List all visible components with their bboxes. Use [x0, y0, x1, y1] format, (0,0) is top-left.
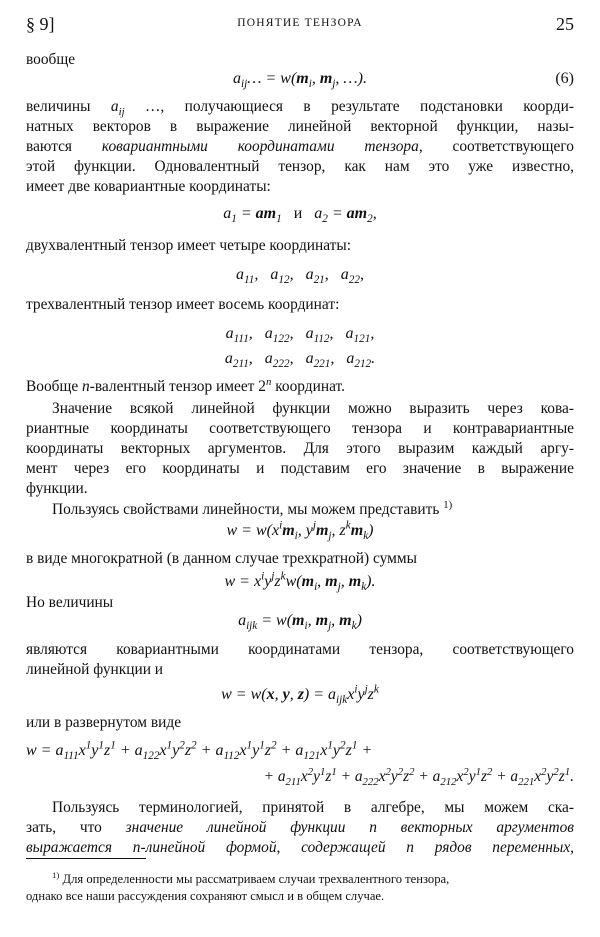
text-line: ваются ковариантными координатами тензора, соответствующего — [26, 138, 574, 155]
footnote-ref: 1) — [443, 498, 453, 511]
equation-one-valent: $a_1 = am_1$ и $a_2 = am_2$, — [223, 205, 377, 226]
text-line: выражается n-линейной формой, содержащей n рядов переменных, — [26, 839, 574, 856]
text-line: вообще — [26, 51, 76, 68]
footnote-line: однако все наши рассуждения сохраняют смысл и в общем случае. — [26, 889, 385, 903]
text-line: Но величины — [26, 594, 114, 611]
equation-three-valent-row2: $a_{211}$, $a_{222}$, $a_{221}$, $a_{212}$. — [224, 350, 376, 371]
text-line: являются ковариантными координатами тензора, соответствующего — [26, 641, 574, 658]
text-line: функции. — [26, 480, 88, 497]
equation-expanded-row1: $w = a_{111}x^1y^1z^1 + a_{122}x^1y^2z^2 + a_{112}x^1y^1z^2 + a_{121}x^1y^2z^1$ + — [26, 739, 373, 763]
text-line: Вообще n-валентный тензор имеет 2$^n$ координат. — [26, 375, 345, 395]
text-line: линейной функции и — [26, 661, 164, 678]
italic-term: значение линейной функции n векторных аргументов — [125, 819, 574, 836]
equation-expanded-row2: + $a_{211}x^2y^1z^1 + a_{222}x^2y^2z^2 + a_{212}x^2y^1z^2 + a_{221}x^2y^2z^1$. — [263, 765, 574, 789]
text-line: имеет две ковариантные координаты: — [26, 178, 271, 195]
page-number: 25 — [556, 14, 574, 34]
text-line: Пользуясь терминологией, принятой в алгебре, мы можем ска- — [52, 799, 574, 816]
text-line: Пользуясь свойствами линейности, мы можем представить $^{1)}$ — [52, 498, 453, 518]
section-mark: § 9] — [26, 14, 55, 34]
text-line: или в развернутом виде — [26, 714, 182, 731]
footnote-rule — [26, 858, 146, 859]
text-line: натных векторов в выражение линейной векторной функции, назы- — [26, 118, 574, 135]
text-line: риантные координаты соответствующего тензора и контравариантные — [26, 420, 574, 437]
text-line: Значение всякой линейной функции можно выразить через кова- — [52, 400, 574, 417]
running-title: ПОНЯТИЕ ТЕНЗОРА — [237, 17, 363, 29]
equation-w-expand: $w = w(x^im_i$, $y^jm_j$, $z^km_k$) — [226, 519, 374, 543]
text-line: зать, что значение линейной функции n векторных аргументов — [26, 819, 574, 836]
equation-three-valent-row1: $a_{111}$, $a_{122}$, $a_{112}$, $a_{121}$, — [225, 325, 375, 346]
text-line: величины $a_{ij}$ …, получающиеся в результате подстановки коорди- — [26, 98, 574, 119]
equation-w-sum: $w = x^iy^jz^kw(m_i$, $m_j$, $m_k$). — [224, 570, 376, 594]
equation-aijk: $a_{ijk} = w(m_i$, $m_j$, $m_k$) — [238, 612, 362, 633]
text-line: мент через его координаты и подставим его значение в выражение — [26, 460, 574, 477]
text-line: трехвалентный тензор имеет восемь координат: — [26, 296, 340, 313]
equation-6: $a_{ij}\dots = w(m_i$, $m_j$, …). (6) — [233, 70, 574, 91]
equation-number: (6) — [555, 70, 574, 87]
equation-two-valent: $a_{11}$, $a_{12}$, $a_{21}$, $a_{22}$, — [236, 266, 364, 287]
running-header — [26, 14, 574, 38]
equation-w-form: w = w(x, y, $z) = a_{ijk}x^iy^jz^k$ — [221, 683, 379, 707]
text-line: в виде многократной (в данном случае трехкратной) суммы — [26, 550, 417, 567]
text-line: этой функции. Одновалентный тензор, как нам это уже известно, — [26, 158, 574, 175]
text-line: координаты векторных аргументов. Для этого выразим каждый аргу- — [26, 440, 574, 457]
footnote-mark: 1) — [52, 869, 60, 880]
text-line: двухвалентный тензор имеет четыре координаты: — [26, 237, 352, 254]
footnote-line: $^{1)}$ Для определенности мы рассматриваем случаи трехвалентного тензора, — [52, 869, 450, 886]
italic-term: ковариантными координатами тензора — [101, 138, 419, 155]
